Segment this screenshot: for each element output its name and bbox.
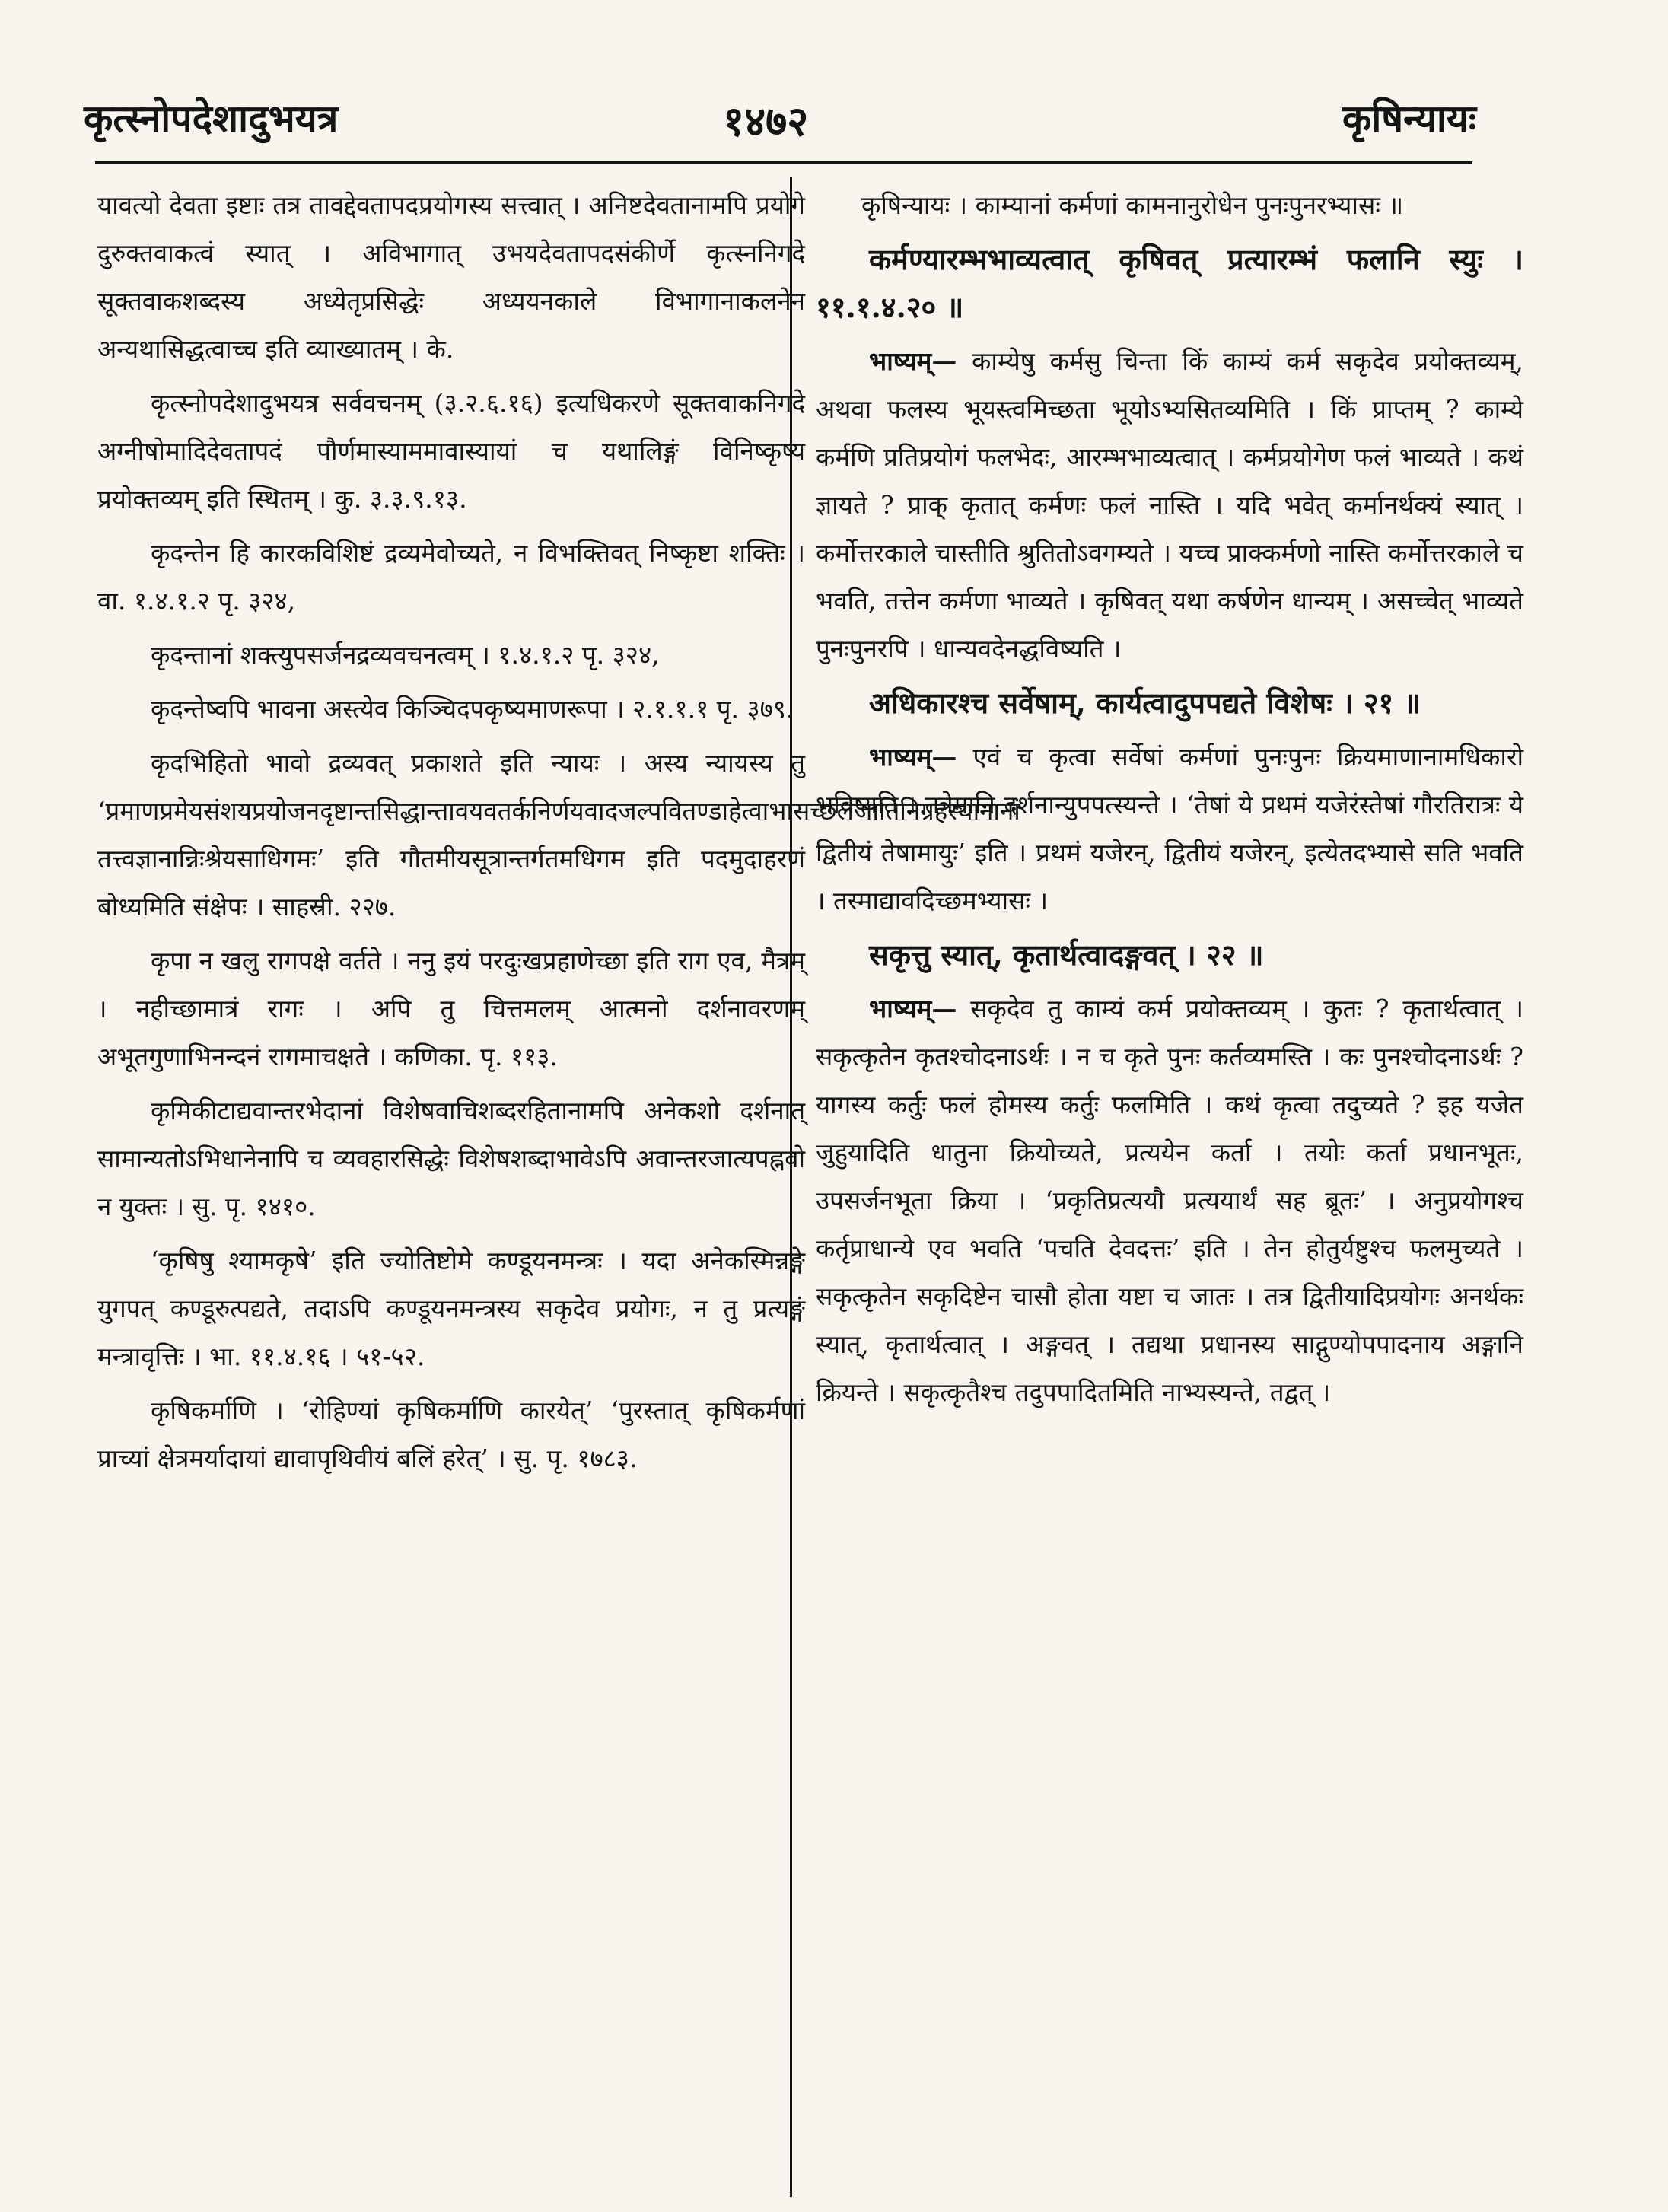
bhashya-label: भाष्यम्— [869, 742, 957, 772]
entry-paragraph: कृदभिहितो भावो द्रव्यवत् प्रकाशते इति न्यायः । अस्य न्यायस्य तु ‘प्रमाणप्रमेयसंशयप्रयोजनदृष्टान्तसिद्धान्तावयवतर्कनिर्णयवादजल्पवितण्डाहेत्वाभासच्छलजातिनिग्रहस्थानानां तत्त्वज्ञानान्निःश्रेयसाधिगमः’ इति गौतमीयसूत्रान्तर्गतमधिगम इति पदमुदाहरणं बोध्यमिति संक्षेपः । साहस्री. २२७. [97, 748, 1020, 921]
bhashya-paragraph [816, 733, 1523, 925]
page-header [84, 91, 1476, 152]
sutra-text: अधिकारश्च सर्वेषाम्, कार्यत्वादुपपद्यते विशेषः । २१ ॥ [869, 686, 1421, 720]
running-head-left: कृत्स्नोपदेशादुभयत्र [84, 96, 339, 141]
entry-paragraph: ‘कृषिषु श्यामकृषे’ इति ज्योतिष्टोमे कण्डूयनमन्त्रः । यदा अनेकस्मिन्नङ्गे युगपत् कण्डूरुत्पद्यते, तदाऽपि कण्डूयनमन्त्रस्य सकृदेव प्रयोगः, न तु प्रत्यङ्गं मन्त्रावृत्तिः । भा. ११.४.१६ । ५१-५२. [97, 1246, 805, 1371]
right-column [816, 181, 1523, 1422]
entry-paragraph: कृषिकर्माणि । ‘रोहिण्यां कृषिकर्माणि कारयेत्’ ‘पुरस्तात् कृषिकर्मणां प्राच्यां क्षेत्रमर्यादायां द्यावापृथिवीयं बलिं हरेत्’ । सु. पृ. १७८३. [97, 1396, 805, 1473]
entry-paragraph: कृदन्तेन हि कारकविशिष्टं द्रव्यमेवोच्यते, न विभक्तिवत् निष्कृष्टा शक्तिः । वा. १.४.१.२ पृ. ३२४, [97, 538, 805, 616]
bhashya-text: एवं च कृत्वा सर्वेषां कर्मणां पुनःपुनः क्रियमाणानामधिकारो भविष्यति । तत्रेमानि दर्शनान्युपपत्स्यन्ते । ‘तेषां ये प्रथमं यजेरंस्तेषां गौरतिरात्रः ये द्वितीयं तेषामायुः’ इति । प्रथमं यजेरन्, द्वितीयं यजेरन्, इत्येतदभ्यासे सति भवति । तस्माद्यावदिच्छमभ्यासः । [816, 742, 1523, 915]
nyaya-heading: कृषिन्यायः । काम्यानां कर्मणां कामनानुरोधेन पुनःपुनरभ्यासः ॥ [861, 190, 1404, 220]
entry-paragraph: कृमिकीटाद्यवान्तरभेदानां विशेषवाचिशब्दरहितानामपि अनेकशो दर्शनात् सामान्यतोऽभिधानेनापि च व्यवहारसिद्धेः विशेषशब्दाभावेऽपि अवान्तरजात्यपह्नवो न युक्तः । सु. पृ. १४१०. [97, 1096, 805, 1221]
bhashya-text: सकृदेव तु काम्यं कर्म प्रयोक्तव्यम् । कुतः ? कृतार्थत्वात् । सकृत्कृतेन कृतश्चोदनाऽर्थः । न च कृते पुनः कर्तव्यमस्ति । कः पुनश्चोदनाऽर्थः ? यागस्य कर्तुः फलं होमस्य कर्तुः फलमिति । कथं कृत्वा तदुच्यते ? इह यजेत जुहुयादिति धातुना क्रियोच्यते, प्रत्ययेन कर्ता । तयोः कर्ता प्रधानभूतः, उपसर्जनभूता क्रिया । ‘प्रकृतिप्रत्ययौ प्रत्ययार्थं सह ब्रूतः’ । अनुप्रयोगश्च कर्तृप्राधान्ये एव भवति ‘पचति देवदत्तः’ इति । तेन होतुर्यष्टुश्च फलमुच्यते । सकृत्कृतेन सकृदिष्टेन चासौ होता यष्टा च जातः । तत्र द्वितीयादिप्रयोगः अनर्थकः स्यात्, कृतार्थत्वात् । अङ्गवत् । तद्यथा प्रधानस्य साद्गुण्योपपादनाय अङ्गानि क्रियन्ते । सकृत्कृतैश्च तदुपपादितमिति नाभ्यस्यन्ते, तद्वत् । [816, 994, 1523, 1407]
page-number: १४७२ [723, 97, 809, 145]
running-head-right: कृषिन्यायः [1342, 96, 1476, 141]
entry-paragraph: कृदन्तेष्वपि भावना अस्त्येव किञ्चिदपकृष्यमाणरूपा । २.१.१.१ पृ. ३७९. [151, 694, 794, 724]
bhashya-paragraph [816, 337, 1523, 673]
bhashya-label: भाष्यम्— [869, 994, 957, 1023]
entry-paragraph: कृदन्तानां शक्त्युपसर्जनद्रव्यवचनत्वम् । १.४.१.२ पृ. ३२४, [151, 640, 660, 670]
bhashya-text: काम्येषु कर्मसु चिन्ता किं काम्यं कर्म सकृदेव प्रयोक्तव्यम्, अथवा फलस्य भूयस्त्वमिच्छता भूयोऽभ्यसितव्यमिति । किं प्राप्तम् ? काम्ये कर्मणि प्रतिप्रयोगं फलभेदः, आरम्भभाव्यत्वात् । कर्मप्रयोगेण फलं भाव्यते । कथं ज्ञायते ? प्राक् कृतात् कर्मणः फलं नास्ति । यदि भवेत् कर्मानर्थक्यं स्यात् । कर्मोत्तरकाले चास्तीति श्रुतितोऽवगम्यते । यच्च प्राक्कर्मणो नास्ति कर्मोत्तरकाले च भवति, तत्तेन कर्मणा भाव्यते । कृषिवत् यथा कर्षणेन धान्यम् । असच्चेत् भाव्यते पुनःपुनरपि । धान्यवदेनद्धविष्यति । [816, 346, 1523, 664]
sutra-text: कर्मण्यारम्भभाव्यत्वात् कृषिवत् प्रत्यारम्भं फलानि स्युः । ११.१.४.२० ॥ [816, 242, 1523, 324]
header-rule [95, 161, 1472, 164]
sutra-text: सकृत्तु स्यात्, कृतार्थत्वादङ्गवत् । २२ ॥ [869, 937, 1264, 972]
entry-paragraph: कृपा न खलु रागपक्षे वर्तते । ननु इयं परदुःखप्रहाणेच्छा इति राग एव, मैत्रम् । नहीच्छामात्रं रागः । अपि तु चित्तमलम् आत्मनो दर्शनावरणम् अभूतगुणाभिनन्दनं रागमाचक्षते । कणिका. पृ. ११३. [97, 946, 805, 1071]
bhashya-paragraph [816, 985, 1523, 1416]
bhashya-label: भाष्यम्— [869, 346, 957, 376]
entry-paragraph: कृत्स्नोपदेशादुभयत्र सर्ववचनम् (३.२.६.१६) इत्यधिकरणे सूक्तवाकनिगदे अग्नीषोमादिदेवतापदं पौर्णमास्याममावास्यायां च यथालिङ्गं विनिष्कृष्य प्रयोक्तव्यम् इति स्थितम् । कु. ३.३.९.१३. [97, 388, 805, 514]
entry-paragraph: यावत्यो देवता इष्टाः तत्र तावद्देवतापदप्रयोगस्य सत्त्वात् । अनिष्टदेवतानामपि प्रयोगे दुरुक्तवाकत्वं स्यात् । अविभागात् उभयदेवतापदसंकीर्णे कृत्स्ननिगदे सूक्तवाकशब्दस्य अध्येतृप्रसिद्धेः अध्ययनकाले विभागानाकलनेन अन्यथासिद्धत्वाच्च इति व्याख्यातम् । के. [97, 190, 805, 364]
